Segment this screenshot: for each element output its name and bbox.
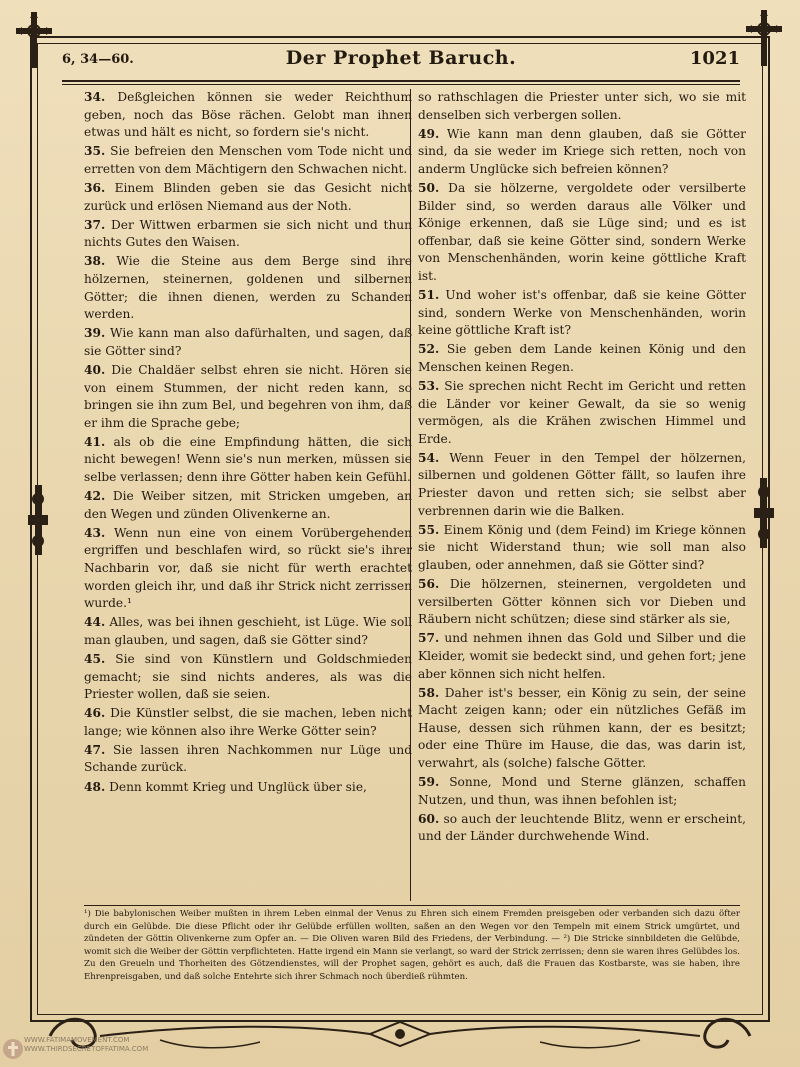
left-text-column: [84, 89, 412, 903]
verse: [84, 180, 412, 215]
verse-number: 52.: [418, 342, 440, 357]
verse-number: 39.: [84, 326, 106, 341]
verse: [418, 630, 746, 683]
verse-number: 34.: [84, 90, 106, 104]
verse-text: Wie kann man denn glauben, daß sie Götter sind, da sie weder im Kriege sich retten, noch von anderm Unglücke sich befreien können?: [418, 126, 746, 176]
verse: [84, 434, 412, 487]
verse-text: Deßgleichen können sie weder Reichthum geben, noch das Böse rächen. Gelobt man ihnen etwas und hält es nicht, so fordern sie's nicht.: [84, 90, 412, 140]
verse-text: als ob die eine Empfindung hätten, die sich nicht bewegen! Wenn sie's nun merken, müssen sie selbe verlassen; denn ihre Götter haben kein Gefühl.: [84, 434, 412, 484]
verse: [84, 525, 412, 613]
header-rule: [62, 80, 740, 82]
verse: [84, 143, 412, 178]
verse: [84, 614, 412, 649]
column-divider: [410, 89, 411, 901]
verse-number: 58.: [418, 685, 440, 700]
verse-text: Da sie hölzerne, vergoldete oder versilberte Bilder sind, so werden daraus alle Völker und Könige erkennen, daß sie Lüge sind; und es ist offenbar, daß sie keine Götter sind, sondern Werke von Menschenhänden, worin keine göttliche Kraft ist.: [418, 180, 746, 283]
cross-ornament-icon: [12, 10, 56, 70]
verse-continuation: so rathschlagen die Priester unter sich, wo sie mit denselben sich verbergen sollen.: [418, 90, 746, 122]
verse-text: Der Wittwen erbarmen sie sich nicht und thun nichts Gutes den Waisen.: [84, 217, 412, 250]
right-text-column: [418, 89, 746, 903]
verse-number: 47.: [84, 742, 106, 757]
verse-text: Wie die Steine aus dem Berge sind ihre hölzernen, steinernen, goldenen und silbernen Götter; die ihnen dienen, werden zu Schanden werden.: [84, 254, 412, 322]
page-title: Der Prophet Baruch.: [285, 47, 517, 69]
verse-text: Die hölzernen, steinernen, vergoldeten und versilberten Götter können sich vor Dieben und Räubern nicht schützen; diese sind stärker als sie,: [418, 577, 746, 627]
verse: [418, 287, 746, 340]
verse: [418, 685, 746, 773]
verse-number: 43.: [84, 525, 106, 540]
verse: [84, 742, 412, 777]
verse-number: 36.: [84, 180, 106, 195]
verse-text: Wenn nun eine von einem Vorübergehenden ergriffen und beschlafen wird, so rückt sie's ihrer Nachbarin vor, daß sie nicht für werth erachtet worden gleich ihr, und daß ihr Strick nicht zerrissen wurde.¹: [84, 525, 412, 611]
verse-number: 45.: [84, 651, 106, 666]
verse-number: 59.: [418, 775, 440, 790]
watermark-line-2: WWW.THIRDSECRETOFFATIMA.COM: [24, 1045, 149, 1053]
page-number: 1021: [689, 48, 740, 69]
verse: [418, 341, 746, 376]
verse-text: Sie befreien den Menschen vom Tode nicht und erretten von dem Mächtigern den Schwachen nicht.: [84, 144, 412, 176]
verse-text: Denn kommt Krieg und Unglück über sie,: [109, 779, 367, 794]
verse: [418, 576, 746, 629]
verse-text: Die Weiber sitzen, mit Stricken umgeben, an den Wegen und zünden Olivenkerne an.: [84, 489, 412, 521]
verse-number: 35.: [84, 144, 106, 159]
footnote-rule: [84, 905, 740, 906]
header-rule-thin: [62, 84, 740, 85]
verse: [418, 180, 746, 286]
verse-text: Sie geben dem Lande keinen König und den Menschen keinen Regen.: [418, 342, 746, 374]
verse-number: 57.: [418, 631, 440, 646]
verse-text: Sie sprechen nicht Recht im Gericht und retten die Länder vor keiner Gewalt, da sie so wenig vermögen, als die Krähen zwischen Himmel und Erde.: [418, 379, 746, 446]
verse-text: so auch der leuchtende Blitz, wenn er erscheint, und der Länder durchwehende Wind.: [418, 811, 746, 844]
verse-number: 49.: [418, 126, 440, 141]
verse: [84, 779, 412, 797]
verse-text: Alles, was bei ihnen geschieht, ist Lüge. Wie soll man glauben, und sagen, daß sie Götter sind?: [84, 615, 412, 647]
verse-number: 42.: [84, 489, 106, 504]
cross-ornament-icon: [742, 8, 786, 68]
verse-text: Einem König und (dem Feind) im Kriege können sie nicht Widerstand thun; wie soll man also glauben, oder annehmen, daß sie Götter sind?: [418, 522, 746, 572]
watermark-line-1: WWW.FATIMAMOVEMENT.COM: [24, 1036, 130, 1044]
verse-text: Daher ist's besser, ein König zu sein, der seine Macht zeigen kann; oder ein nützliches Gefäß im Hause, dessen sich rühmen kann, der es besitzt; oder eine Thüre im Hause, die das, was darin ist, verwahrt, als (solche) falsche Götter.: [418, 685, 746, 770]
verse-number: 55.: [418, 522, 440, 537]
verse: [84, 253, 412, 323]
verse-number: 38.: [84, 254, 106, 269]
verse-text: Sie lassen ihren Nachkommen nur Lüge und Schande zurück.: [84, 742, 412, 775]
verse-number: 50.: [418, 180, 440, 195]
verse-number: 53.: [418, 379, 440, 393]
verse-number: 56.: [418, 577, 440, 592]
side-clasp-ornament-icon: [26, 485, 50, 555]
verse-number: 51.: [418, 288, 440, 303]
verse-text: Sonne, Mond und Sterne glänzen, schaffen Nutzen, und thun, was ihnen befohlen ist;: [418, 775, 746, 807]
verse-text: Die Künstler selbst, die sie machen, leben nicht lange; wie können also ihre Werke Götter sein?: [84, 706, 412, 738]
chapter-reference: 6, 34—60.: [62, 52, 134, 67]
verse-text: Wenn Feuer in den Tempel der hölzernen, silbernen und goldenen Götter fällt, so laufen ihre Priester davon und retten sich; sie selbst aber verbrennen darin wie die Balken.: [418, 450, 746, 518]
verse: [84, 362, 412, 432]
verse: [84, 705, 412, 740]
verse: [84, 488, 412, 523]
watermark-logo-icon: [2, 1038, 24, 1060]
verse-number: 60.: [418, 811, 440, 826]
verse-number: 46.: [84, 706, 106, 721]
verse-text: Einem Blinden geben sie das Gesicht nicht zurück und erlösen Niemand aus der Noth.: [84, 180, 412, 213]
verse-number: 41.: [84, 434, 106, 449]
verse-text: Wie kann man also dafürhalten, und sagen, daß sie Götter sind?: [84, 326, 412, 358]
verse: [84, 651, 412, 704]
verse: [84, 89, 412, 142]
verse-text: Und woher ist's offenbar, daß sie keine Götter sind, sondern Werke von Menschenhänden, worin keine göttliche Kraft ist?: [418, 288, 746, 338]
verse: [418, 378, 746, 448]
verse: [418, 522, 746, 575]
verse: [418, 450, 746, 520]
side-clasp-ornament-icon: [752, 478, 776, 548]
verse: [84, 325, 412, 360]
verse-number: 37.: [84, 217, 106, 232]
verse: [418, 126, 746, 179]
verse-number: 48.: [84, 779, 106, 794]
verse-text: Sie sind von Künstlern und Goldschmieden gemacht; sie sind nichts anderes, als was die Priester wollen, daß sie seien.: [84, 651, 412, 702]
verse: [84, 217, 412, 252]
verse: [418, 774, 746, 809]
verse-text: und nehmen ihnen das Gold und Silber und die Kleider, womit sie bedeckt sind, und gehen fort; jene aber können sich nicht helfen.: [418, 631, 746, 681]
footnote: ¹) Die babylonischen Weiber mußten in ihrem Leben einmal der Venus zu Ehren sich einem Fremden preisgeben oder verbanden sich dazu öfter durch ein Gelübde. Die diese Pflicht oder ihr Gelübde erfüllen wollten, saßen an den Wegen vor den Tempeln mit einem Strick umgürtet, und zündeten der Göttin Olivenkerne zum Opfer an. — Die Oliven waren Bild des Friedens, der Verbindung. — ²) Die Stricke sinnbildeten die Gelübde, womit sich die Weiber der Göttin verpflichteten. Hatte irgend ein Mann sie verlangt, so ward der Strick zerrissen; denn sie waren ihres Gelübdes los. Zu den Greueln und Thorheiten des Götzendienstes, will der Prophet sagen, gehört es auch, daß die Frauen das Kostbarste, was sie haben, ihre Ehrenpreisgaben, und daß solche Entehrte sich ihrer Schmach noch überdieß rühmten.: [84, 909, 740, 982]
verse-number: 44.: [84, 615, 106, 630]
verse: [418, 811, 746, 846]
running-header: [62, 45, 740, 77]
verse-number: 54.: [418, 450, 440, 465]
verse-number: 40.: [84, 362, 106, 377]
watermark-text: [24, 1036, 148, 1054]
verse-text: Die Chaldäer selbst ehren sie nicht. Hören sie von einem Stummen, der nicht reden kann, so bringen sie ihn zum Bel, und begehren von ihm, daß er ihm die Sprache gebe;: [84, 362, 412, 430]
